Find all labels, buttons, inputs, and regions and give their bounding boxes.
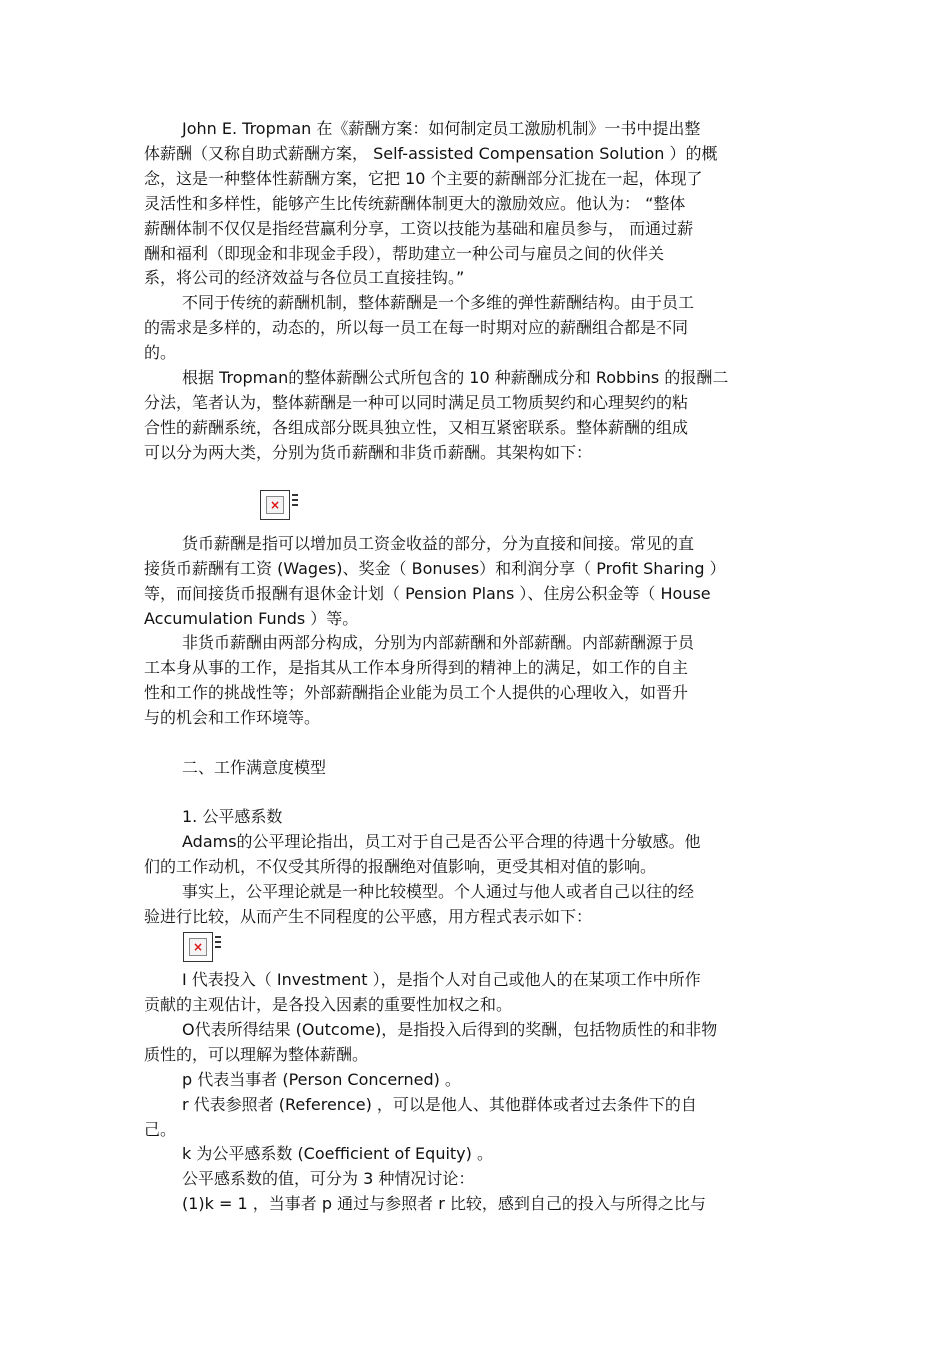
paragraph-line: Accumulation Funds ）等。	[144, 609, 359, 628]
paragraph-line: O代表所得结果 (Outcome)，是指投入后得到的奖酬，包括物质性的和非物	[182, 1020, 718, 1039]
paragraph-line: 薪酬体制不仅仅是指经营赢利分享，工资以技能为基础和雇员参与， 而通过薪	[144, 219, 694, 238]
paragraph-line: 验进行比较，从而产生不同程度的公平感，用方程式表示如下：	[144, 907, 593, 926]
paragraph-line: 们的工作动机，不仅受其所得的报酬绝对值影响，更受其相对值的影响。	[144, 857, 657, 876]
paragraph-line: 己。	[144, 1120, 177, 1139]
paragraph-line: 酬和福利（即现金和非现金手段），帮助建立一种公司与雇员之间的伙伴关	[144, 244, 665, 263]
structure-diagram-broken-image-icon: ×	[260, 490, 294, 524]
paragraph-line: 合性的薪酬系统，各组成部分既具独立性，又相互紧密联系。整体薪酬的组成	[144, 418, 689, 437]
paragraph-line: 事实上，公平理论就是一种比较模型。个人通过与他人或者自己以往的经	[182, 882, 695, 901]
paragraph-line: 念，这是一种整体性薪酬方案，它把 10 个主要的薪酬部分汇拢在一起，体现了	[144, 169, 703, 188]
paragraph-line: 接货币薪酬有工资 (Wages)、奖金（ Bonuses）和利润分享（ Profit Sharing ）	[144, 559, 726, 578]
equation-broken-image-icon: ×	[183, 932, 217, 966]
paragraph-line: 货币薪酬是指可以增加员工资金收益的部分，分为直接和间接。常见的直	[182, 534, 695, 553]
section-heading: 二、工作满意度模型	[182, 758, 327, 777]
paragraph-line: 等，而间接货币报酬有退休金计划（ Pension Plans ）、住房公积金等（ House	[144, 584, 711, 603]
paragraph-line: 可以分为两大类，分别为货币薪酬和非货币薪酬。其架构如下：	[144, 443, 593, 462]
paragraph-line: 与的机会和工作环境等。	[144, 708, 321, 727]
paragraph-line: 体薪酬（又称自助式薪酬方案， Self-assisted Compensation Solution ）的概	[144, 144, 718, 163]
paragraph-line: p 代表当事者 (Person Concerned) 。	[182, 1070, 461, 1089]
paragraph-line: 非货币薪酬由两部分构成，分别为内部薪酬和外部薪酬。内部薪酬源于员	[182, 633, 695, 652]
paragraph-line: 公平感系数的值，可分为 3 种情况讨论：	[182, 1169, 475, 1188]
paragraph-line: 工本身从事的工作，是指其从工作本身所得到的精神上的满足，如工作的自主	[144, 658, 689, 677]
paragraph-line: 不同于传统的薪酬机制，整体薪酬是一个多维的弹性薪酬结构。由于员工	[182, 293, 695, 312]
paragraph-line: 性和工作的挑战性等；外部薪酬指企业能为员工个人提供的心理收入，如晋升	[144, 683, 689, 702]
paragraph-line: John E. Tropman 在《薪酬方案：如何制定员工激励机制》一书中提出整	[182, 119, 701, 138]
paragraph-line: (1)k = 1 ，当事者 p 通过与参照者 r 比较，感到自己的投入与所得之比与	[182, 1194, 706, 1213]
subsection-heading: 1. 公平感系数	[182, 807, 283, 826]
paragraph-line: 的需求是多样的，动态的，所以每一员工在每一时期对应的薪酬组合都是不同	[144, 318, 689, 337]
paragraph-line: k 为公平感系数 (Coefficient of Equity) 。	[182, 1144, 493, 1163]
paragraph-line: 质性的，可以理解为整体薪酬。	[144, 1045, 369, 1064]
paragraph-line: 的。	[144, 343, 177, 362]
paragraph-line: r 代表参照者 (Reference) ，可以是他人、其他群体或者过去条件下的自	[182, 1095, 697, 1114]
paragraph-line: 根据 Tropman的整体薪酬公式所包含的 10 种薪酬成分和 Robbins 的报酬二	[182, 368, 729, 387]
paragraph-line: 灵活性和多样性，能够产生比传统薪酬体制更大的激励效应。他认为： “整体	[144, 194, 686, 213]
paragraph-line: 系，将公司的经济效益与各位员工直接挂钩。”	[144, 268, 465, 287]
paragraph-line: Adams的公平理论指出，员工对于自己是否公平合理的待遇十分敏感。他	[182, 832, 701, 851]
paragraph-line: 贡献的主观估计，是各投入因素的重要性加权之和。	[144, 995, 513, 1014]
paragraph-line: 分法，笔者认为，整体薪酬是一种可以同时满足员工物质契约和心理契约的粘	[144, 393, 689, 412]
paragraph-line: I 代表投入（ Investment ），是指个人对自己或他人的在某项工作中所作	[182, 970, 701, 989]
